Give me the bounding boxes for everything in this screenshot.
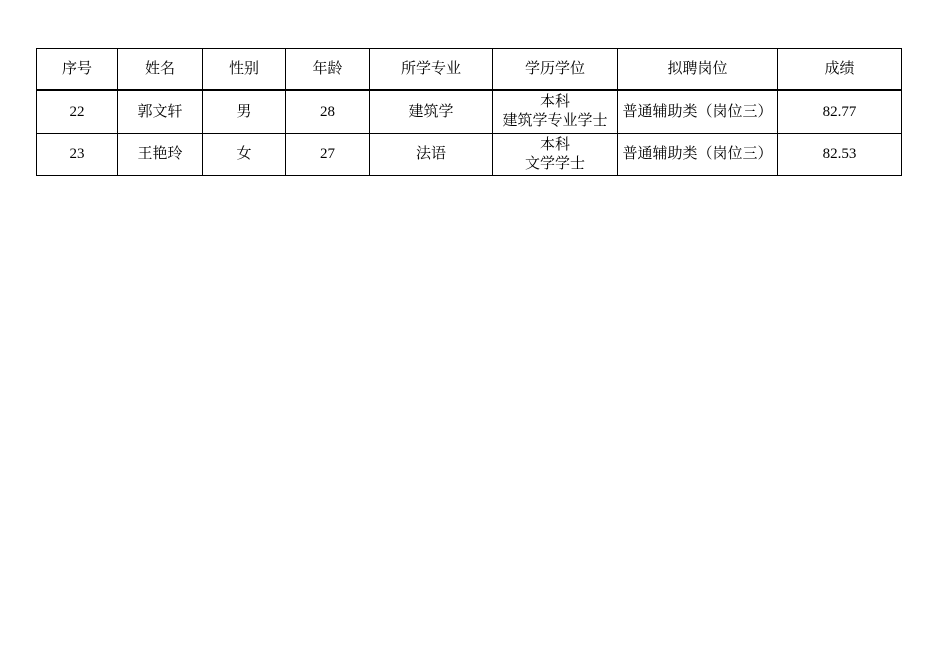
- cell-gender: 男: [203, 90, 286, 134]
- cell-name: 王艳玲: [118, 134, 203, 176]
- degree-title: 建筑学专业学士: [502, 113, 608, 129]
- cell-age: 27: [286, 134, 370, 176]
- header-score: 成绩: [778, 49, 902, 91]
- table-row: [37, 134, 902, 176]
- degree-level: 本科: [539, 136, 570, 153]
- table-row: [37, 90, 902, 134]
- cell-major: 建筑学: [370, 90, 493, 134]
- header-seq: 序号: [37, 49, 118, 91]
- cell-major: 法语: [370, 134, 493, 176]
- header-name: 姓名: [118, 49, 203, 91]
- cell-age: 28: [286, 90, 370, 134]
- table-header-row: [37, 49, 902, 91]
- cell-position: 普通辅助类（岗位三）: [618, 134, 778, 176]
- recruitment-score-table: [36, 48, 902, 176]
- header-age: 年龄: [286, 49, 370, 91]
- degree-title: 文学学士: [524, 155, 585, 172]
- cell-degree: [493, 90, 618, 134]
- header-gender: 性别: [203, 49, 286, 91]
- cell-seq: 22: [37, 90, 118, 134]
- cell-position: 普通辅助类（岗位三）: [618, 90, 778, 134]
- header-degree: 学历学位: [493, 49, 618, 91]
- cell-score: 82.53: [778, 134, 902, 176]
- degree-level: 本科: [539, 94, 570, 110]
- cell-seq: 23: [37, 134, 118, 176]
- cell-degree: [493, 134, 618, 176]
- header-major: 所学专业: [370, 49, 493, 91]
- cell-name: 郭文轩: [118, 90, 203, 134]
- cell-gender: 女: [203, 134, 286, 176]
- cell-score: 82.77: [778, 90, 902, 134]
- header-position: 拟聘岗位: [618, 49, 778, 91]
